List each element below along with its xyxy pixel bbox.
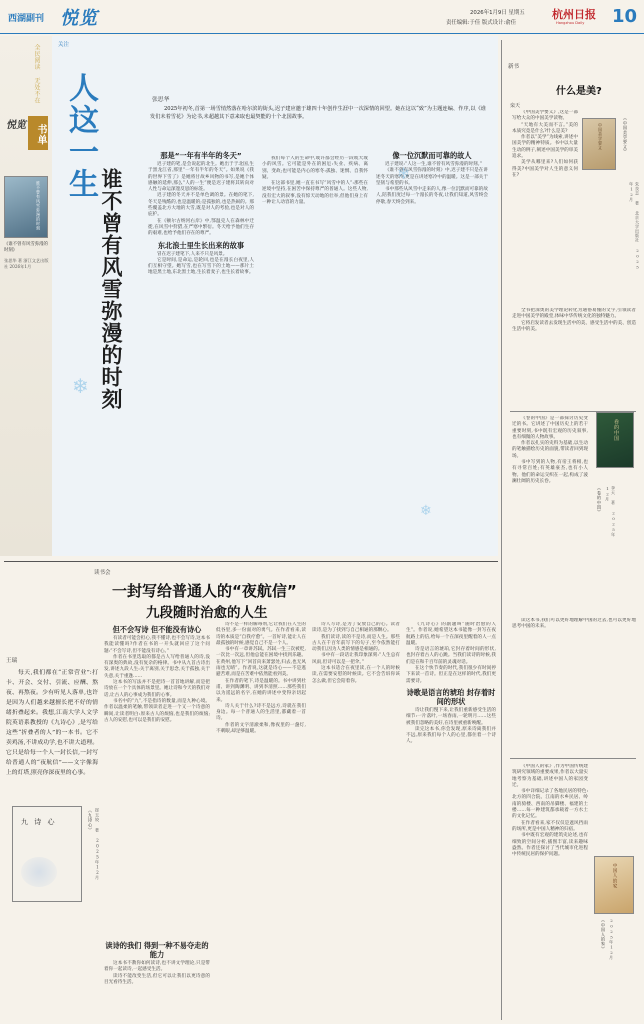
book3-info: 2025年12月 — [609, 918, 614, 960]
bottom-headline-1: 一封写给普通人的“夜航信” — [112, 582, 297, 600]
book1-info: 朱良志 著 北京大学出版社 2025年12月 — [629, 182, 640, 270]
paragraph: 冒在迟子建笔下,人来不只是风景。 — [157, 251, 228, 257]
feature-author: 张思华 — [152, 97, 170, 103]
feature-col-3 — [376, 148, 488, 548]
paragraph: 书中详细记录了各地民居的特色:北方的四合院、江南的水乡民居、岭南的骑楼、西南的吊脚楼、福建的土楼……每一种建筑都承载着一方水土的文化记忆。 — [512, 789, 588, 820]
paragraph: 我们读诗,读的不是诗,而是人生。那些古人在千百年前写下的句子,至今依然能打动我们,因为人类的情感是相通的。 — [312, 634, 400, 653]
section-heading: 读诗的我们 得到一种不易夺走的能力 — [105, 941, 209, 959]
feature-lead: 2025年初冬,首第一场雪悄然落在哈尔滨的街头,迟子建应邀于雄四十年创作生涯中一次深情的回望。她在这以“致”为主题连编、作序,以《谁发们未着雪花》为论书,未超越其下意来取也最契能的十个北国故事。 — [150, 106, 486, 120]
notes-heading: 什么是美? — [556, 86, 602, 97]
notes-col-top — [512, 110, 578, 310]
section-art-logo: 悦览 — [60, 8, 98, 29]
bottom-author: 王瑞 — [6, 658, 18, 664]
paragraph: 诗让我们慢下来,让我们重新感受生活的细节:一片落叶,一场春雨,一轮明月……这些被我们忽略的美好,在诗里被重新唤醒。 — [406, 707, 496, 726]
paragraph: 《中国人的家》,作为中国传统建筑研究领域的重要成果,作者以大量实地考察为基础,讲述中国人的家园变迁。 — [512, 764, 588, 788]
feature-label: 关注 — [58, 42, 70, 48]
paper-logo: 杭州日报 — [552, 8, 596, 21]
paragraph: 读完这本书,你会发现,原来诗离我们并不远,原来我们每个人的心里,都住着一个诗人。 — [406, 726, 496, 745]
book-cover-title: 中国人的家 — [612, 863, 617, 889]
paragraph: 《中国美学要义》,这是一部写给大众的中国美学读物。 — [512, 110, 578, 122]
paragraph: 书中那些从风雪中走来的人,像一位沉默而可靠的故人,陪我们度过每一个漫长的冬夜,让我们知道,风雪终会停歇,春天终会到来。 — [376, 187, 488, 205]
paragraph: 诗人关于什么?诗不是远方,诗就在我们身边。每一个普通人的生活里,都藏着一首诗。 — [216, 703, 306, 722]
paragraph: 这本书不教你如何读诗,也不讲文学理论,只是带着你一起读诗,一起感受生活。 — [104, 961, 210, 973]
notes-author: 栾天 — [510, 103, 521, 109]
paragraph: 书中写到的人物,有帝王将相,也有寻常百姓;有英雄豪杰,也有小人物。他们的命运交织在一起,构成了波澜壮阔的历史长卷。 — [512, 460, 588, 484]
paper-logo-en: Hangzhou Daily — [556, 21, 585, 25]
paragraph: 全书把深奥的美学理论转化为通俗易懂的文字,引领读者走进中国美学的殿堂,体味中华传统文化的独特魅力。 — [512, 308, 636, 320]
paragraph: 作者在书里选取的都是古人写给普通人的诗,没有深奥的典故,没有复杂的格律。书中从九首古诗出发,讲述九段人生:关于离别,关于思念,关于孤独,关于失意,关于重逢…… — [104, 654, 210, 679]
paragraph: “天地有大美而不言。”美的本质究竟是什么?什么是美? — [512, 122, 578, 134]
paragraph: 作者以“美学”为线索,讲述中国美学的精神特质。书中以大量生动的例子,阐述中国美学的审美追求。 — [512, 135, 578, 160]
paragraph: 在这部书里,她一直在书写“风雪中的人”:那些在逆境中坚持,在困苦中保持尊严的普通人。这些人物,没有宏大的叙事,没有惊天动地的壮举,但他们身上有一种让人动容的力量。 — [262, 181, 368, 206]
paragraph: 作者的文字清澈柔和,像夜里的一盏灯,不刺眼,却足够温暖。 — [216, 722, 306, 735]
book-cover-history — [596, 412, 634, 468]
section-heading: 但不会写诗 但不能没有诗心 — [112, 625, 202, 634]
paragraph: 迟子建的笔,是会说起的北生。她出于于北国,生于黑龙江省,那里“一年有半年的冬天”。如果说《我的世界下雪了》是她将甘故乡风物的书写,是她个体感触的延伸,那么“人的一生”便是迟子建将其转向对人性与命运深邃反思的标签。 — [148, 162, 254, 193]
poetry-book-info: 崔玉姣 著 2025年12月 — [95, 808, 100, 881]
book-cover-title: 中国美学要义 — [598, 123, 603, 150]
paragraph: 在作者的笔下,诗是温暖的。书中讲到杜甫、讲到陶渊明、讲到李清照……那些我们以为遥远的名字,在她的讲述中变得亲切起来。 — [216, 678, 306, 703]
book2-title: 《卷的中国》 — [597, 486, 602, 515]
paragraph: 《谁不曾有风雪弥漫的时刻》中,迟子建不只是在讲述冬天的寒冷,更是在讲述寒冷中的温暖。这是一部关于坚韧与希望的书。 — [376, 168, 488, 186]
book2-info: 李天 著 2025年12月 — [605, 486, 616, 537]
bottom-section — [0, 562, 500, 1024]
sidebar-book-title: 《谁不曾有风雪弥漫的时刻》 — [4, 242, 48, 253]
paragraph: 迟子建的冬天并不是单色调的景。在她的笔下,冬天是残酷的,也是温暖的;是孤独的,也是热闹的。那些覆盖北方大地的大雪,既是对人的考验,也是对人的庇护。 — [148, 193, 254, 218]
book-cover-art — [21, 857, 57, 887]
issue-date: 2026年1月9日 星期五 — [470, 10, 525, 16]
column-divider — [501, 40, 502, 1020]
paragraph: 在这个快节奏的时代,我们很少有时间停下来读一首诗。但正是在这样的时代,我们更需要诗。 — [406, 666, 496, 684]
paragraph: 这本书的写法并不是把诗一首首地讲解,而是把诗放在一个个具体的场景里。她让诗和今天的我们对话,让古人的心事成为我们的心事。 — [104, 680, 210, 698]
divider — [510, 758, 636, 759]
snowflake-icon: ❄ — [420, 503, 432, 519]
notes-col-bottom — [512, 764, 588, 1018]
sidebar-slogan: 全民阅读 无处不在 — [33, 44, 40, 104]
book-cover-snow — [4, 176, 48, 238]
sidebar-art-logo: 悦览 — [6, 120, 26, 131]
book-cover-title: 谁不曾有风雪弥漫的时刻 — [36, 181, 41, 231]
notes-col-wide-2 — [512, 618, 636, 750]
notes-col-mid — [512, 416, 588, 616]
paragraph: 它将启发读者去发现生活中的美、感受生活中的美、创造生活中的美。 — [512, 320, 636, 332]
sidebar-book-info: 张思华 著 浙江文艺出版社 2026年1月 — [4, 258, 49, 269]
paragraph: 诗不是一样的解毒剂,它让我们在人生的低谷里,多一份面对的勇气。在作者看来,读诗的本质是“自我疗愈”。一首好诗,能让人在最孤独的时候,感觉自己不是一个人。 — [216, 622, 306, 646]
paragraph: 诗是语言的琥珀,它封存着时间的形状,也封存着古人的心跳。当我们读诗的时候,我们是在和千百年前的灵魂对话。 — [406, 647, 496, 665]
notes-label: 新书 — [508, 64, 520, 70]
bottom-intro: 每天,我们都在“正常营业”:打卡、开会、交付、引流、应酬、熬夜、再熬夜。少有听见人落单,也许是因为人们越来越擅长把不好的情绪折叠起来。我想,江南大学人文学院英语系教授的《九诗心》,是写给这些“折叠者的人”的一本书。它不卖鸡汤,不讲成功学,也不讲大道理。它只是给每一个人一封长信,一封写给普通人的“夜航信”——文字像海上的灯塔,照亮你深夜里的心事。 — [6, 670, 98, 776]
book-cover-title: 卷的中国 — [613, 419, 619, 441]
paragraph: 读这本书,我们可以更好地理解中国的过去,也可以更好地思考中国的未来。 — [512, 618, 636, 630]
section-heading: 诗歌是语言的琥珀 封存着时间的形状 — [406, 687, 496, 706]
paragraph: 书中既有宏观的建筑史论述,也有细致的空间分析,插图丰富,读来趣味盎然。作者还探讨了当代城市化进程中传统民居的保护问题。 — [512, 833, 588, 858]
book1-title: 《中国美学要义》 — [623, 116, 628, 154]
left-sidebar — [0, 36, 52, 556]
bottom-col-2 — [216, 622, 306, 1018]
sidebar-badge: 书单 — [28, 116, 48, 150]
paragraph: 在作者看来,家不仅仅是遮风挡雨的场所,更是中国人精神的归宿。 — [512, 820, 588, 832]
paragraph: 《卷的中国》是一部探讨历史变迁的书。它讲述了中国历史上的若干重要时刻,书中既有宏观的历史叙事,也有细微的人物故事。 — [512, 416, 588, 440]
book3-title: 《中国人的家》 — [601, 918, 606, 951]
paragraph: 这本书适合在夜里读,在一个人的时候读,在需要安慰的时候读。它不会告诉你该怎么做,但它会陪着你。 — [312, 666, 400, 684]
bottom-col-1 — [104, 622, 210, 832]
paragraph: 读诗不能改变生活,但它可以让我们以更诗意的目光看待生活。 — [104, 973, 210, 985]
bottom-label: 读书会 — [94, 570, 111, 576]
poetry-book-title: 《九诗心》 — [87, 808, 92, 833]
snowflake-icon: ❄ — [72, 374, 89, 398]
paragraph: 书中有一段话让我印象深刻:“人生总有风雨,但诗可以是一把伞。” — [312, 653, 400, 665]
snowflake-icon: ❄ — [397, 164, 411, 183]
paragraph: 书名中的“九”,不是指诗的数量,而是九种心境。作者以温柔的笔触,带领读者走进一个又一个诗意的瞬间,让读者明白:原来古人的烦恼,也是我们的烦恼;古人的安慰,也可以是我们的安慰。 — [104, 698, 210, 723]
notes-section — [504, 36, 640, 1024]
headline-main: 人这一生 — [63, 72, 98, 200]
paragraph: 我们每个人的生命中,或许都会经历一段或大或小的风雪。它可能是外在的困厄:失业、疾病、离别、变故;也可能是内心的寒冬:孤独、迷惘、自我怀疑。 — [262, 156, 368, 180]
headline-sub: 谁不曾有风雪弥漫的时刻 — [99, 168, 123, 410]
paragraph: 作者以扎实的史料为基础,以生动的笔触描绘历史的面貌,带读者回到现场。 — [512, 441, 588, 459]
editors-line: 责任编辑:于佳 版式设计:俞佳 — [446, 20, 517, 26]
bottom-col-4 — [406, 622, 496, 1018]
paragraph: 在《额尔古纳河右岸》中,鄂温克人在森林中迁徙,在风雪中狩猎,在严寒中繁衍。冬天给予他们生存的艰难,也给予他们存在的尊严。 — [148, 218, 254, 237]
notes-col-wide-1 — [512, 308, 636, 408]
bottom-col-1b — [104, 938, 210, 1018]
bottom-col-3 — [312, 622, 400, 1018]
book-cover-home — [594, 856, 634, 914]
paragraph: 诗人写诗,是为了安放自己的心。读者读诗,是为了找到与自己相通的那颗心。 — [312, 622, 400, 634]
feature-col-2 — [262, 156, 368, 548]
paragraph: 美学从哪里来?人们如何获得美?中国美学对人生的意义何在? — [512, 160, 578, 178]
section-name: 西湖副刊 — [8, 14, 45, 24]
page-number: 10 — [612, 6, 638, 27]
book-cover-poetry — [12, 806, 82, 902]
section-heading: 像一位沉默而可靠的故人 — [392, 151, 472, 160]
paragraph: 《九诗心》的副题叫“随时治愈的人生”。作者说,她希望这本书能像一封写在夜航路上的信,给每一个在深夜里醒着的人一点温暖。 — [406, 622, 496, 646]
book-cover-aesthetics — [582, 118, 616, 170]
section-heading: 那是“一年有半年的冬天” — [160, 151, 242, 160]
paragraph: 书中有一章讲苏轼。苏轼一生三次被贬,一次比一次远,但他总能在困境中找到乐趣。在黄州,他写下“回首向来萧瑟处,归去,也无风雨也无晴”。作者说,这就是诗心——不是逃避苦难,而是在苦难中依然能看到美。 — [216, 647, 306, 678]
paragraph: 它是时间,是命运,是轮回,也是在漫长白夜里,人们互相守望。她写雪,也在写雪下的土地——那片土地是黑土地,东北黑土地,生长着麦子,也生长着故事。 — [148, 257, 254, 276]
bottom-headline-2: 九段随时治愈的人生 — [146, 605, 268, 621]
feature-section — [52, 36, 498, 556]
section-heading: 东北浪士里生长出来的故事 — [157, 240, 245, 250]
masthead — [0, 0, 644, 34]
book-cover-title: 九 诗 心 — [21, 818, 57, 826]
paragraph: 迟子建说:“人这一生,谁不曾有风雪弥漫的时刻。” — [385, 162, 483, 167]
feature-col-1 — [148, 148, 254, 548]
paragraph: 有读者可能会担心,我不懂诗,也不会写诗,这本书我能读懂吗?作者在书的一开头就回应了这个问题:“不会写诗,但不能没有诗心。” — [104, 636, 210, 654]
